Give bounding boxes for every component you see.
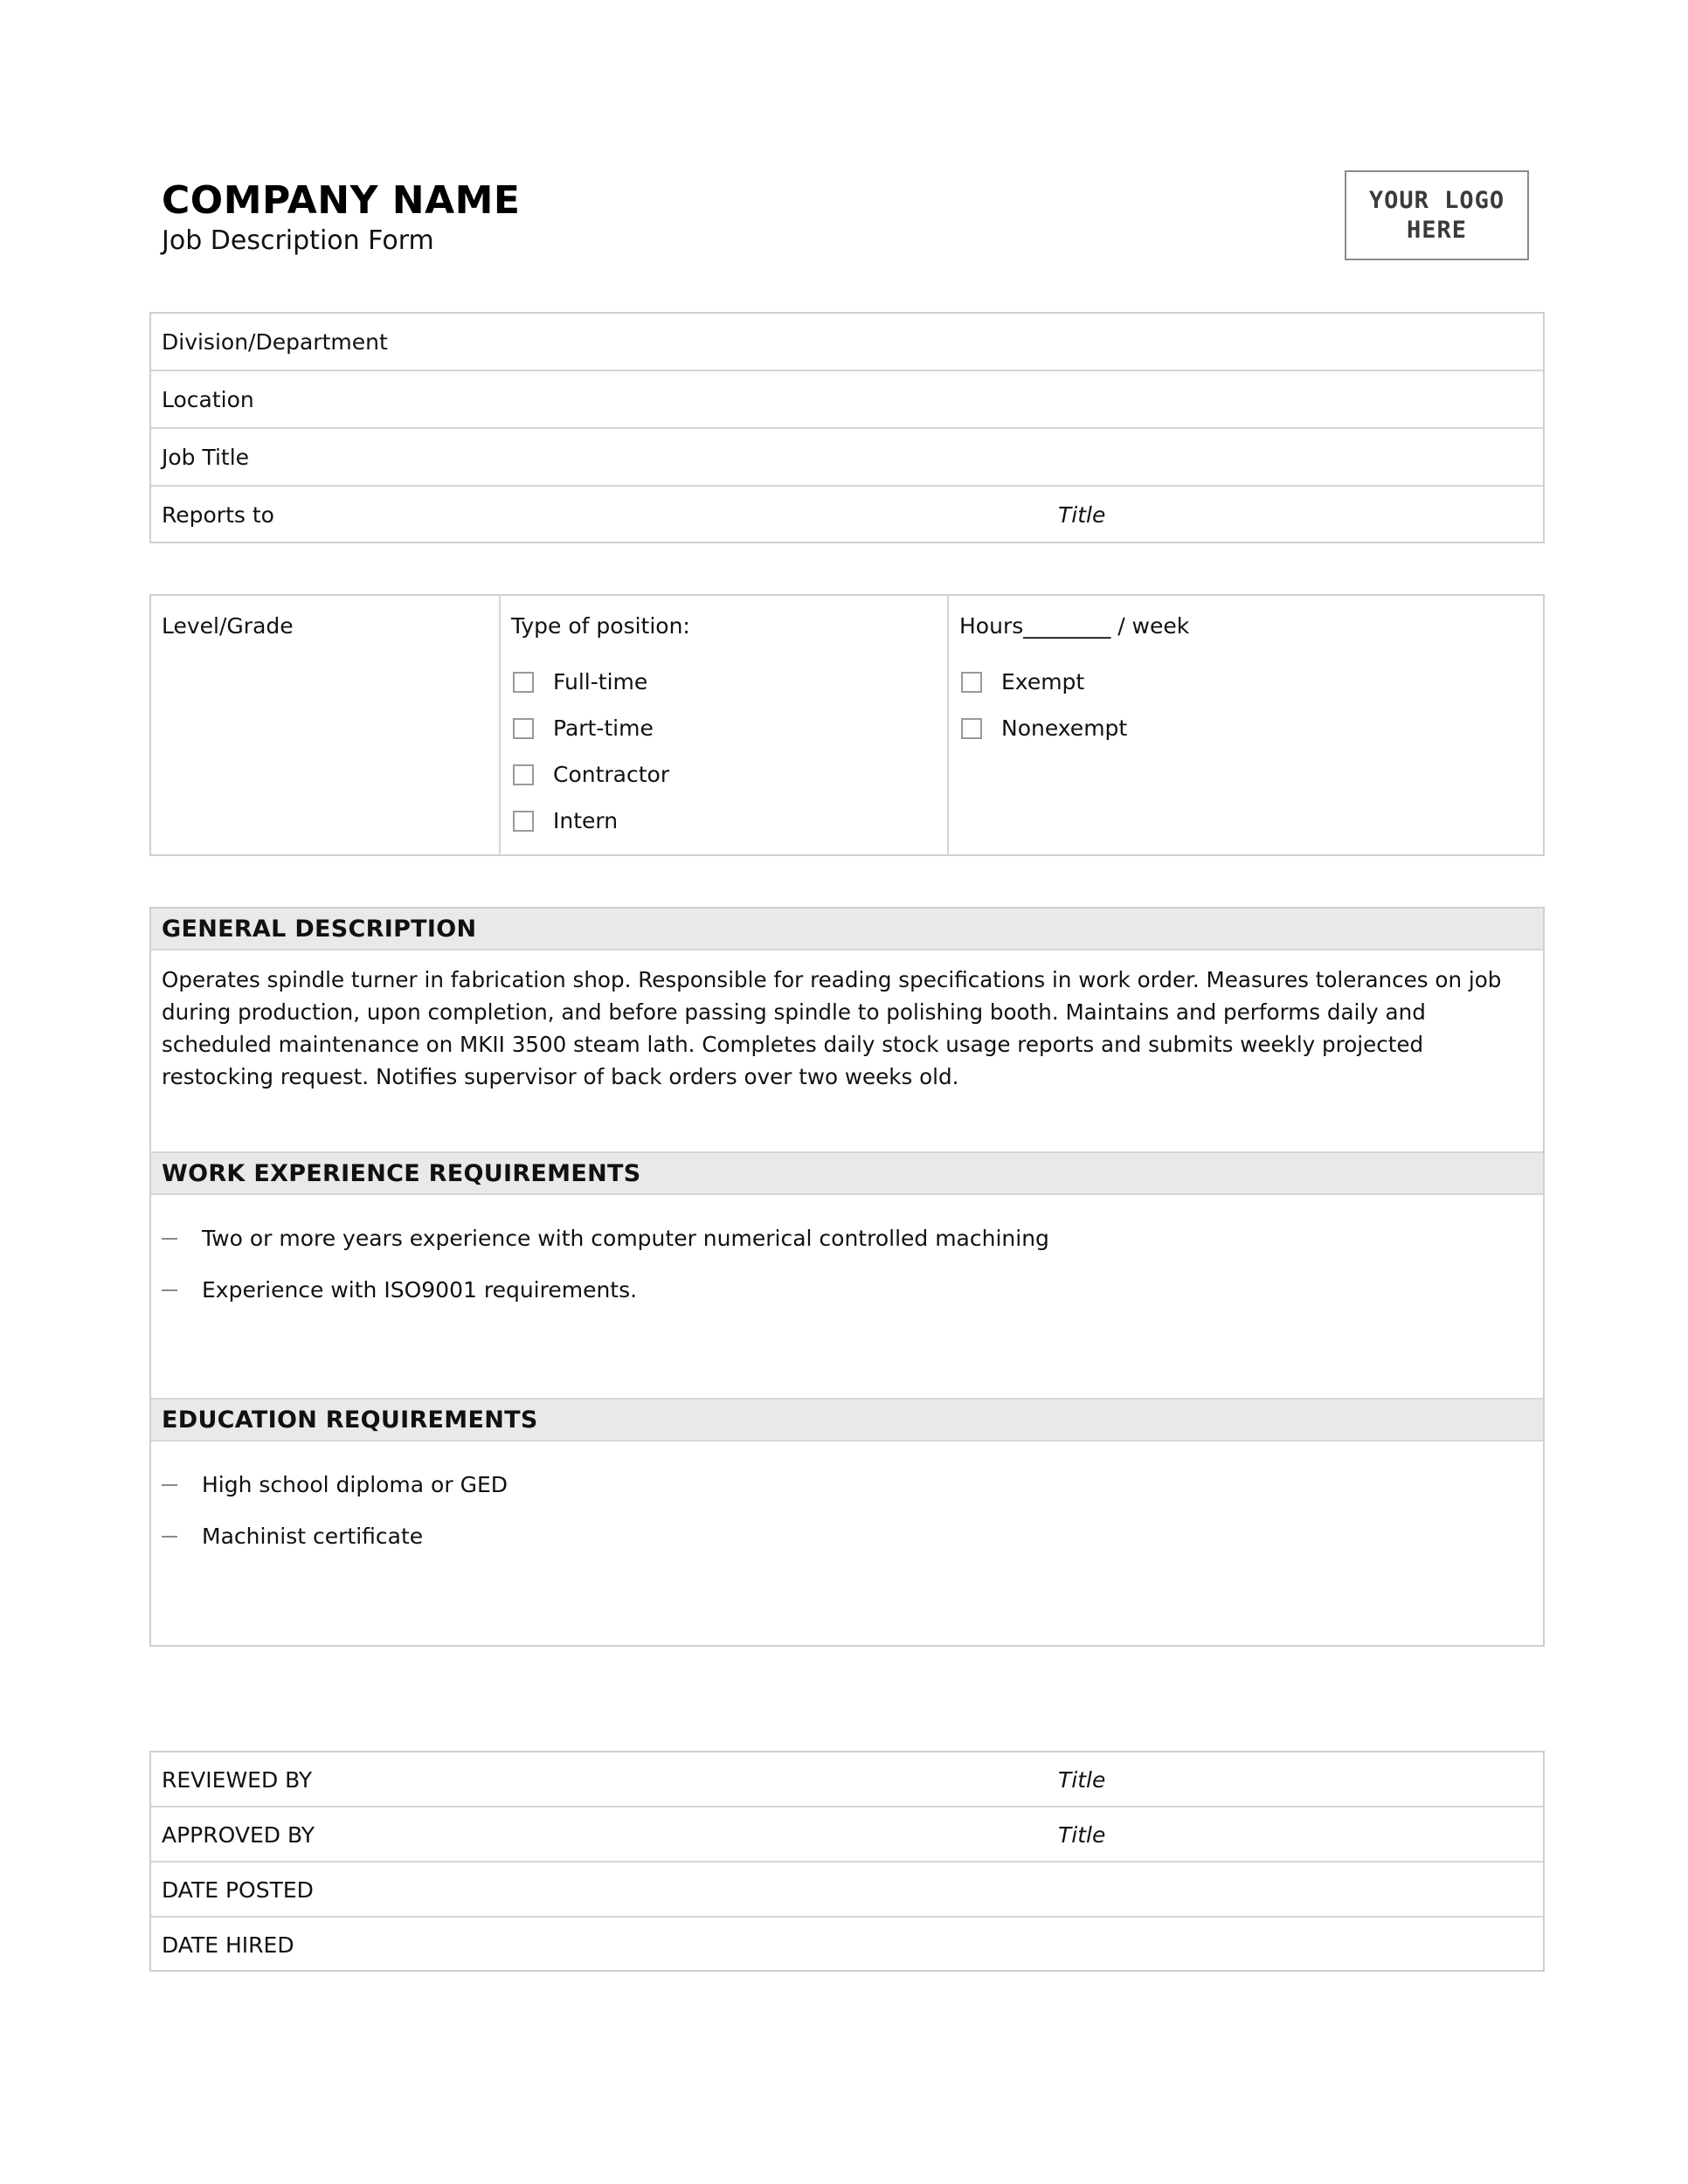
division-label: Division/Department xyxy=(162,329,388,355)
part-time-option[interactable] xyxy=(513,705,669,751)
contractor-label: Contractor xyxy=(553,762,670,787)
location-label: Location xyxy=(162,387,254,412)
exempt-label: Exempt xyxy=(1001,669,1085,695)
hours-cell xyxy=(949,596,1543,854)
position-type-cell xyxy=(501,596,949,854)
nonexempt-option[interactable] xyxy=(961,705,1127,751)
nonexempt-label: Nonexempt xyxy=(1001,715,1128,741)
location-row[interactable] xyxy=(151,371,1543,429)
exempt-option[interactable] xyxy=(961,659,1127,705)
general-description-header xyxy=(151,909,1543,950)
requirements-table xyxy=(149,907,1545,1647)
education-body[interactable] xyxy=(151,1441,1543,1647)
intern-checkbox[interactable] xyxy=(513,811,534,832)
intern-option[interactable] xyxy=(513,798,669,844)
full-time-option[interactable] xyxy=(513,659,669,705)
contractor-checkbox[interactable] xyxy=(513,764,534,785)
education-heading: EDUCATION REQUIREMENTS xyxy=(162,1406,538,1434)
logo-text-line1: YOUR LOGO xyxy=(1368,186,1505,214)
job-title-label: Job Title xyxy=(162,445,250,470)
position-type-options xyxy=(513,659,669,844)
job-info-table xyxy=(149,312,1545,543)
date-posted-label: DATE POSTED xyxy=(162,1877,314,1903)
date-posted-row[interactable] xyxy=(151,1863,1543,1918)
exemption-options xyxy=(961,659,1127,751)
level-grade-label: Level/Grade xyxy=(162,613,294,639)
education-item: High school diploma or GED xyxy=(202,1472,508,1497)
level-grade-cell[interactable] xyxy=(151,596,501,854)
part-time-label: Part-time xyxy=(553,715,654,741)
list-item xyxy=(162,1264,1049,1316)
nonexempt-checkbox[interactable] xyxy=(961,718,982,739)
position-type-heading: Type of position: xyxy=(511,613,690,639)
full-time-checkbox[interactable] xyxy=(513,672,534,693)
job-title-row[interactable] xyxy=(151,429,1543,487)
reports-to-label: Reports to xyxy=(162,502,274,528)
general-description-heading: GENERAL DESCRIPTION xyxy=(162,916,477,943)
work-experience-body[interactable] xyxy=(151,1195,1543,1400)
general-description-body[interactable] xyxy=(151,950,1543,1153)
logo-text-line2: HERE xyxy=(1406,216,1468,244)
list-item xyxy=(162,1459,508,1510)
dash-bullet-icon xyxy=(162,1289,177,1291)
date-hired-label: DATE HIRED xyxy=(162,1932,294,1958)
work-experience-heading: WORK EXPERIENCE REQUIREMENTS xyxy=(162,1160,641,1187)
education-item: Machinist certificate xyxy=(202,1524,424,1549)
date-hired-row[interactable] xyxy=(151,1918,1543,1973)
division-row[interactable] xyxy=(151,314,1543,371)
reviewed-by-title-label: Title xyxy=(1058,1767,1106,1793)
part-time-checkbox[interactable] xyxy=(513,718,534,739)
hours-per-week-label[interactable]: Hours________ / week xyxy=(959,613,1190,639)
exempt-checkbox[interactable] xyxy=(961,672,982,693)
position-table xyxy=(149,594,1545,856)
approved-by-label: APPROVED BY xyxy=(162,1822,315,1848)
work-experience-item: Experience with ISO9001 requirements. xyxy=(202,1277,638,1303)
company-name: COMPANY NAME xyxy=(162,178,521,223)
reviewed-by-label: REVIEWED BY xyxy=(162,1767,313,1793)
approved-by-title-label: Title xyxy=(1058,1822,1106,1848)
work-experience-header xyxy=(151,1153,1543,1195)
contractor-option[interactable] xyxy=(513,751,669,798)
education-header xyxy=(151,1400,1543,1441)
intern-label: Intern xyxy=(553,808,619,833)
form-subtitle: Job Description Form xyxy=(162,225,434,256)
dash-bullet-icon xyxy=(162,1238,177,1240)
dash-bullet-icon xyxy=(162,1536,177,1538)
job-description-form xyxy=(149,0,1545,2184)
form-header xyxy=(149,166,1545,280)
reports-to-row[interactable] xyxy=(151,487,1543,544)
work-experience-item: Two or more years experience with computer numerical controlled machining xyxy=(202,1226,1049,1251)
reports-to-title-label: Title xyxy=(1058,502,1106,528)
list-item xyxy=(162,1510,508,1562)
dash-bullet-icon xyxy=(162,1484,177,1486)
general-description-text: Operates spindle turner in fabrication shop. Responsible for reading specifications in work order. Measures tolerances on job during production, upon completion, and before passing spindle to polishing booth. Maintains and performs daily and scheduled maintenance on MKII 3500 steam lath. Completes daily stock usage reports and submits weekly projected restocking request. Notifies supervisor of back orders over two weeks old. xyxy=(162,967,1502,1089)
work-experience-list xyxy=(162,1213,1049,1316)
education-list xyxy=(162,1459,508,1562)
reviewed-by-row[interactable] xyxy=(151,1752,1543,1807)
logo-placeholder xyxy=(1345,170,1529,260)
signoff-table xyxy=(149,1751,1545,1972)
list-item xyxy=(162,1213,1049,1264)
approved-by-row[interactable] xyxy=(151,1807,1543,1863)
full-time-label: Full-time xyxy=(553,669,648,695)
